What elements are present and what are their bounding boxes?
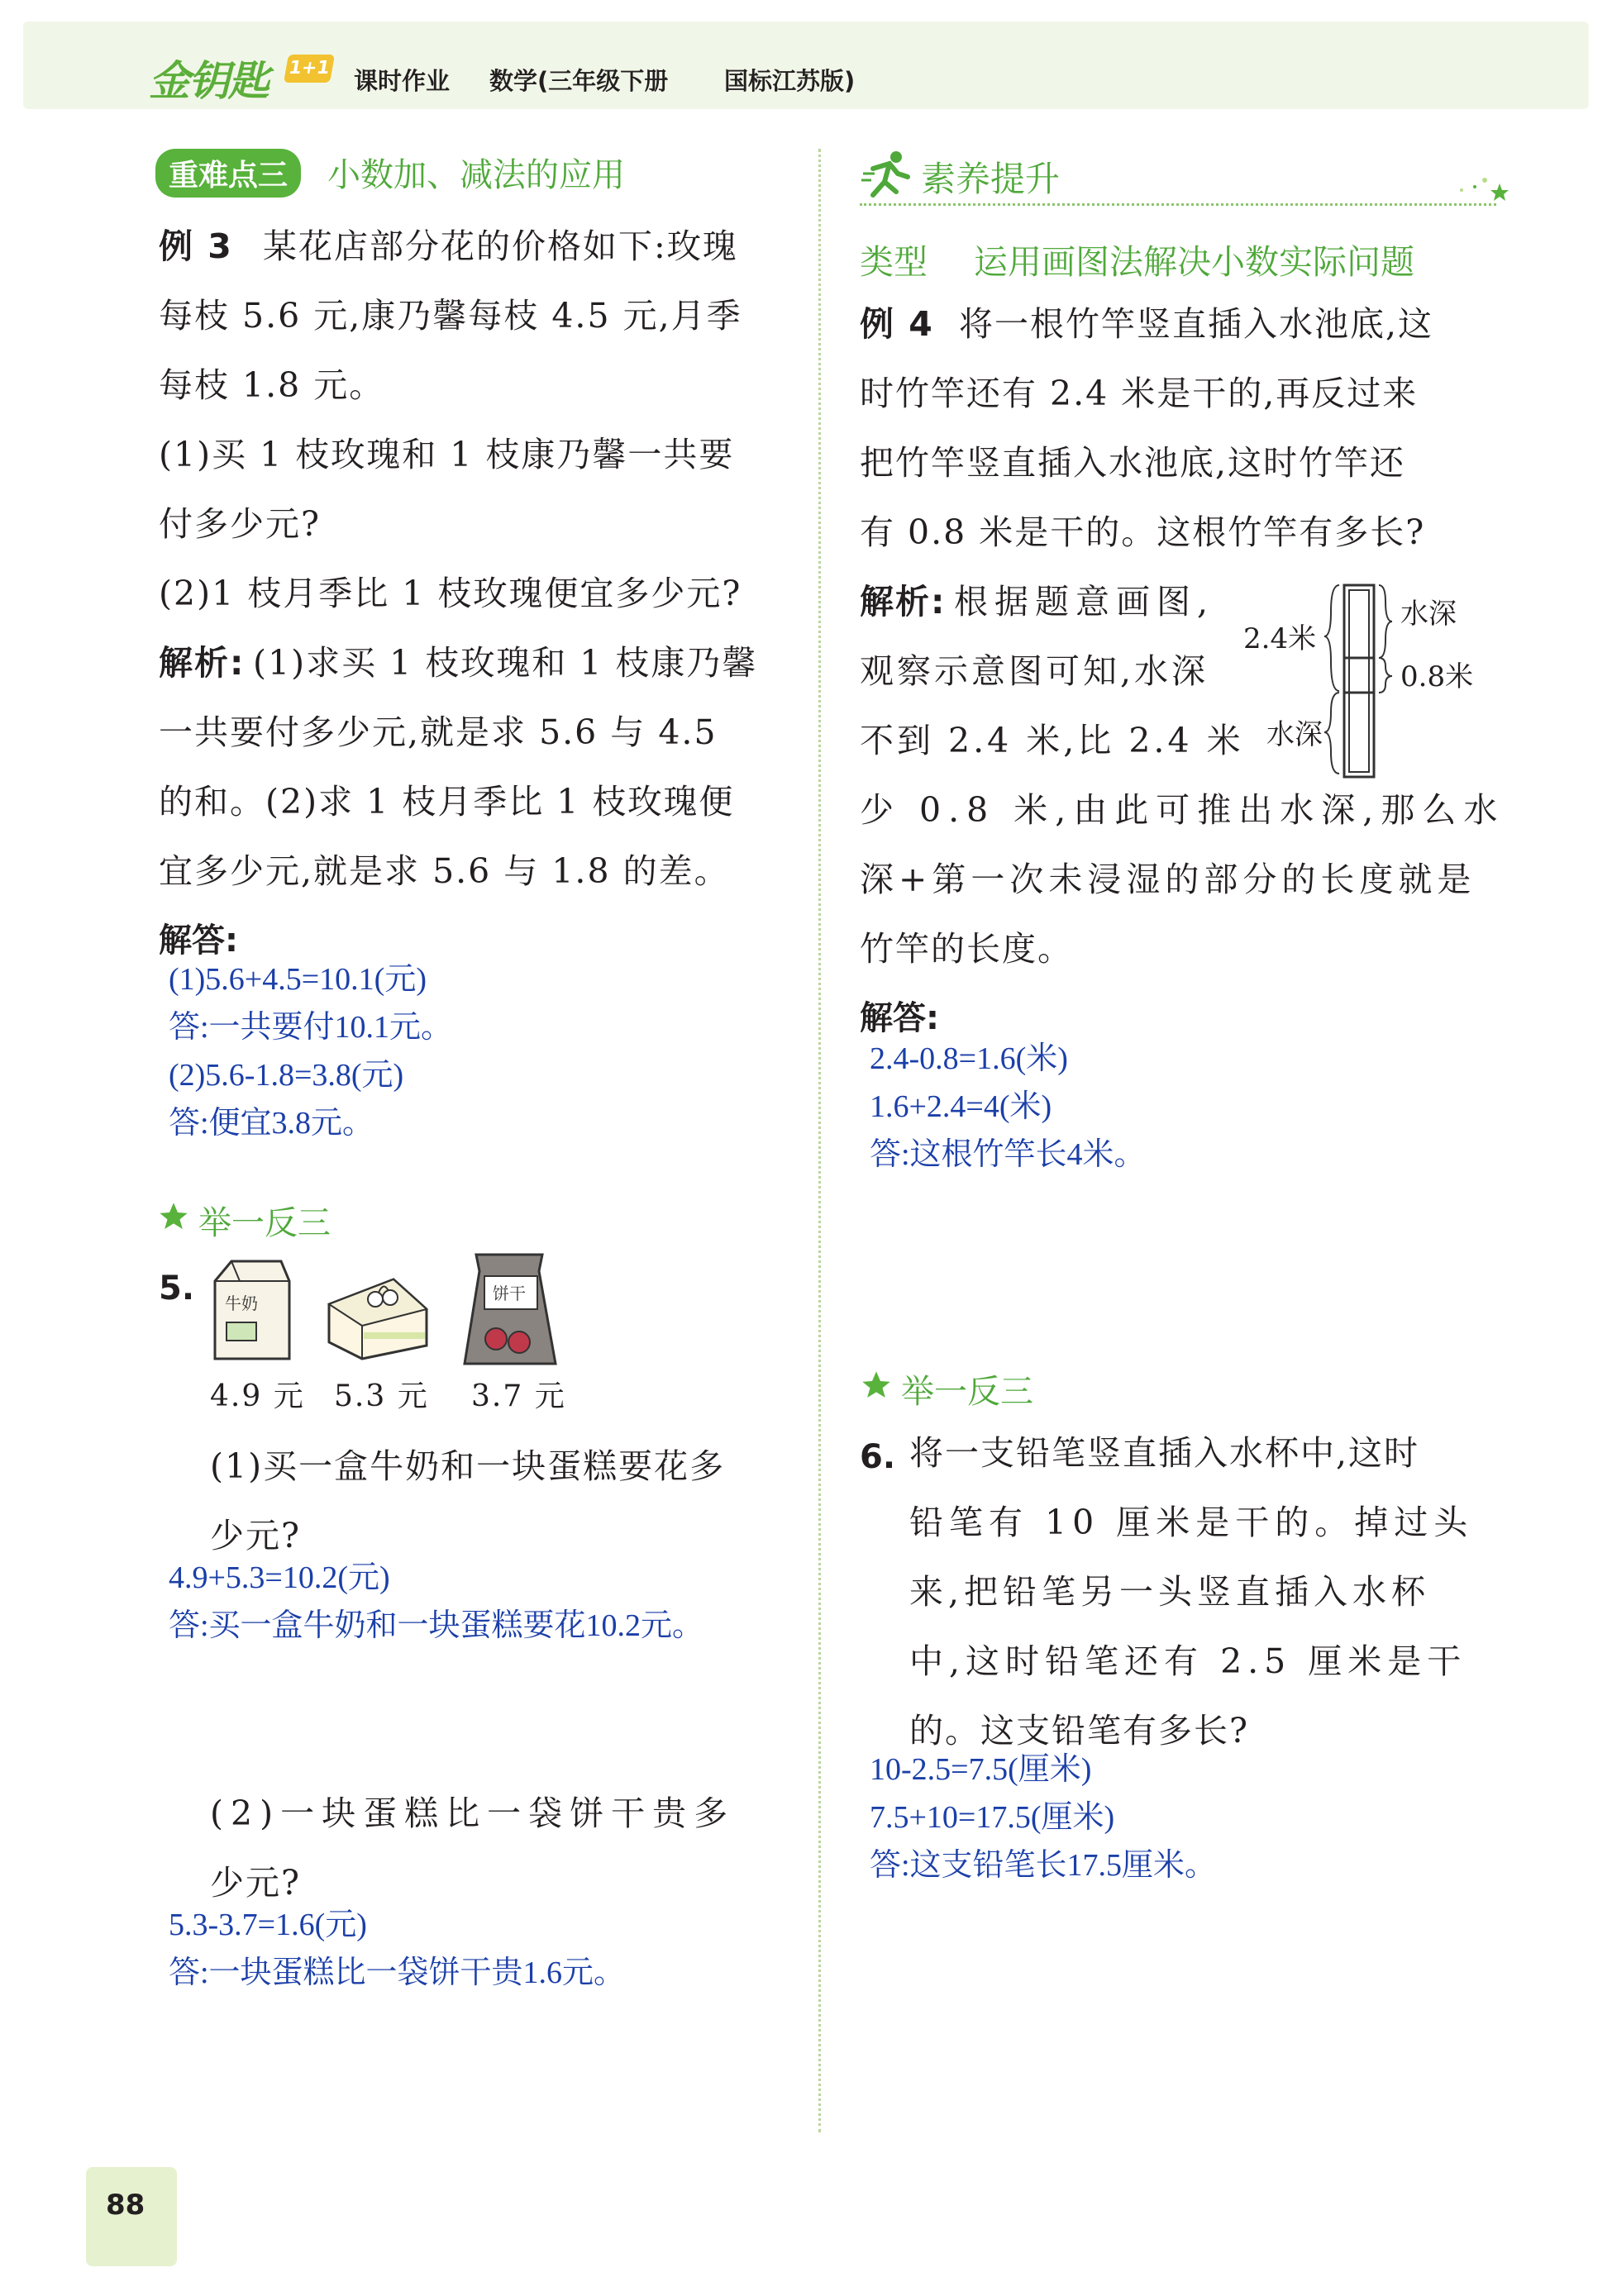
answer-line: (1)5.6+4.5=10.1(元) (169, 962, 427, 997)
practice-title-right: 举一反三 (901, 1373, 1033, 1411)
example-3-line: 付多少元? (159, 504, 321, 544)
analysis-label-right: 解析: (860, 582, 947, 622)
question-5-part2: (2)一块蛋糕比一袋饼干贵多 (210, 1793, 736, 1833)
question-6-line: 来,把铅笔另一头竖直插入水杯 (909, 1572, 1431, 1612)
analysis-line: 一共要付多少元,就是求 5.6 与 4.5 (159, 712, 718, 752)
edition-title: 国标江苏版) (724, 67, 856, 95)
analysis-line: (1)求买 1 枝玫瑰和 1 枝康乃馨 (253, 643, 758, 683)
question-5-part1: (1)买一盒牛奶和一块蛋糕要花多 (210, 1446, 726, 1486)
series-title: 课时作业 (354, 67, 451, 95)
column-divider (818, 149, 821, 2132)
section-underline (860, 203, 1496, 206)
practice-title: 举一反三 (198, 1204, 331, 1242)
analysis-line-right: 少 0.8 米,由此可推出水深,那么水 (860, 790, 1505, 830)
example-4-line: 有 0.8 米是干的。这根竹竿有多长? (860, 512, 1426, 552)
example-4-label: 例 4 (860, 304, 934, 344)
analysis-line: 的和。(2)求 1 枝月季比 1 枝玫瑰便 (159, 782, 735, 822)
label-0-8m: 0.8米 (1400, 660, 1474, 693)
biscuit-bag-picture (460, 1246, 559, 1374)
brand-badge: 1+1 (284, 55, 335, 83)
example-4-line: 将一根竹竿竖直插入水池底,这 (959, 304, 1434, 344)
answer-line-right: 1.6+2.4=4(米) (870, 1089, 1052, 1124)
price-milk: 4.9 元 (210, 1379, 305, 1413)
label-water-depth-bottom: 水深 (1266, 718, 1323, 751)
price-cake: 5.3 元 (334, 1379, 429, 1413)
label-water-depth-top: 水深 (1400, 598, 1457, 631)
running-figure-icon (860, 149, 913, 205)
brand-logo: 金钥匙 (149, 57, 268, 105)
analysis-line-right: 不到 2.4 米,比 2.4 米 (860, 721, 1244, 760)
biscuit-bag-label: 饼干 (493, 1284, 526, 1303)
section-title-right: 素养提升 (921, 159, 1061, 199)
answer-line: 4.9+5.3=10.2(元) (169, 1560, 390, 1595)
answer-line-right: 2.4-0.8=1.6(米) (870, 1041, 1068, 1076)
example-3-line: (1)买 1 枝玫瑰和 1 枝康乃馨一共要 (159, 435, 735, 474)
example-4-line: 时竹竿还有 2.4 米是干的,再反过来 (860, 374, 1419, 413)
answer-line: (2)5.6-1.8=3.8(元) (169, 1058, 404, 1093)
example-3-line: 每枝 1.8 元。 (159, 365, 385, 405)
answer-label: 解答: (159, 922, 238, 960)
analysis-line-right: 根据题意画图, (954, 582, 1215, 622)
question-6-line: 的。这支铅笔有多长? (909, 1711, 1249, 1751)
answer-line-q6: 10-2.5=7.5(厘米) (870, 1752, 1092, 1787)
cake-picture (324, 1263, 432, 1365)
section-pill: 重难点三 (155, 149, 301, 198)
star-icon (860, 1369, 893, 1405)
answer-label-right: 解答: (860, 999, 939, 1037)
milk-carton-label: 牛奶 (225, 1293, 258, 1313)
analysis-label: 解析: (159, 643, 246, 683)
price-biscuit: 3.7 元 (471, 1379, 566, 1413)
analysis-line: 宜多少元,就是求 5.6 与 1.8 的差。 (159, 851, 730, 891)
answer-line-q6: 7.5+10=17.5(厘米) (870, 1800, 1115, 1835)
bamboo-diagram (1243, 579, 1524, 797)
question-6-line: 铅笔有 10 厘米是干的。掉过头 (909, 1503, 1474, 1542)
type-label: 类型 (860, 242, 928, 282)
example-3-label: 例 3 (159, 226, 233, 266)
example-3-line: 每枝 5.6 元,康乃馨每枝 4.5 元,月季 (159, 296, 742, 336)
answer-line: 5.3-3.7=1.6(元) (169, 1908, 367, 1942)
answer-line: 答:一共要付10.1元。 (169, 1010, 453, 1045)
page-number: 88 (106, 2189, 145, 2222)
question-6-line: 将一支铅笔竖直插入水杯中,这时 (909, 1433, 1420, 1473)
answer-line: 答:便宜3.8元。 (169, 1106, 374, 1141)
question-6-line: 中,这时铅笔还有 2.5 厘米是干 (909, 1641, 1467, 1681)
label-2-4m: 2.4米 (1243, 622, 1317, 655)
answer-line-q6: 答:这支铅笔长17.5厘米。 (870, 1848, 1217, 1883)
question-6-number: 6. (860, 1438, 896, 1476)
question-5-number: 5. (159, 1269, 195, 1308)
type-title: 运用画图法解决小数实际问题 (974, 242, 1414, 282)
subject-title: 数学(三年级下册 (489, 67, 669, 95)
milk-carton-picture (207, 1256, 298, 1367)
analysis-line-right: 深+第一次未浸湿的部分的长度就是 (860, 860, 1476, 899)
analysis-line-right: 竹竿的长度。 (860, 929, 1073, 969)
question-5-part1: 少元? (210, 1516, 301, 1555)
answer-line: 答:买一盒牛奶和一块蛋糕要花10.2元。 (169, 1608, 704, 1643)
example-3-line: (2)1 枝月季比 1 枝玫瑰便宜多少元? (159, 574, 742, 613)
answer-line: 答:一块蛋糕比一袋饼干贵1.6元。 (169, 1955, 626, 1990)
example-4-line: 把竹竿竖直插入水池底,这时竹竿还 (860, 443, 1406, 483)
question-5-part2: 少元? (210, 1863, 301, 1903)
star-icon (157, 1200, 190, 1236)
stars-decoration-icon (1452, 172, 1509, 208)
section-title: 小数加、减法的应用 (327, 156, 625, 194)
example-3-line: 某花店部分花的价格如下:玫瑰 (263, 226, 738, 266)
analysis-line-right: 观察示意图可知,水深 (860, 651, 1209, 691)
answer-line-right: 答:这根竹竿长4米。 (870, 1137, 1146, 1172)
